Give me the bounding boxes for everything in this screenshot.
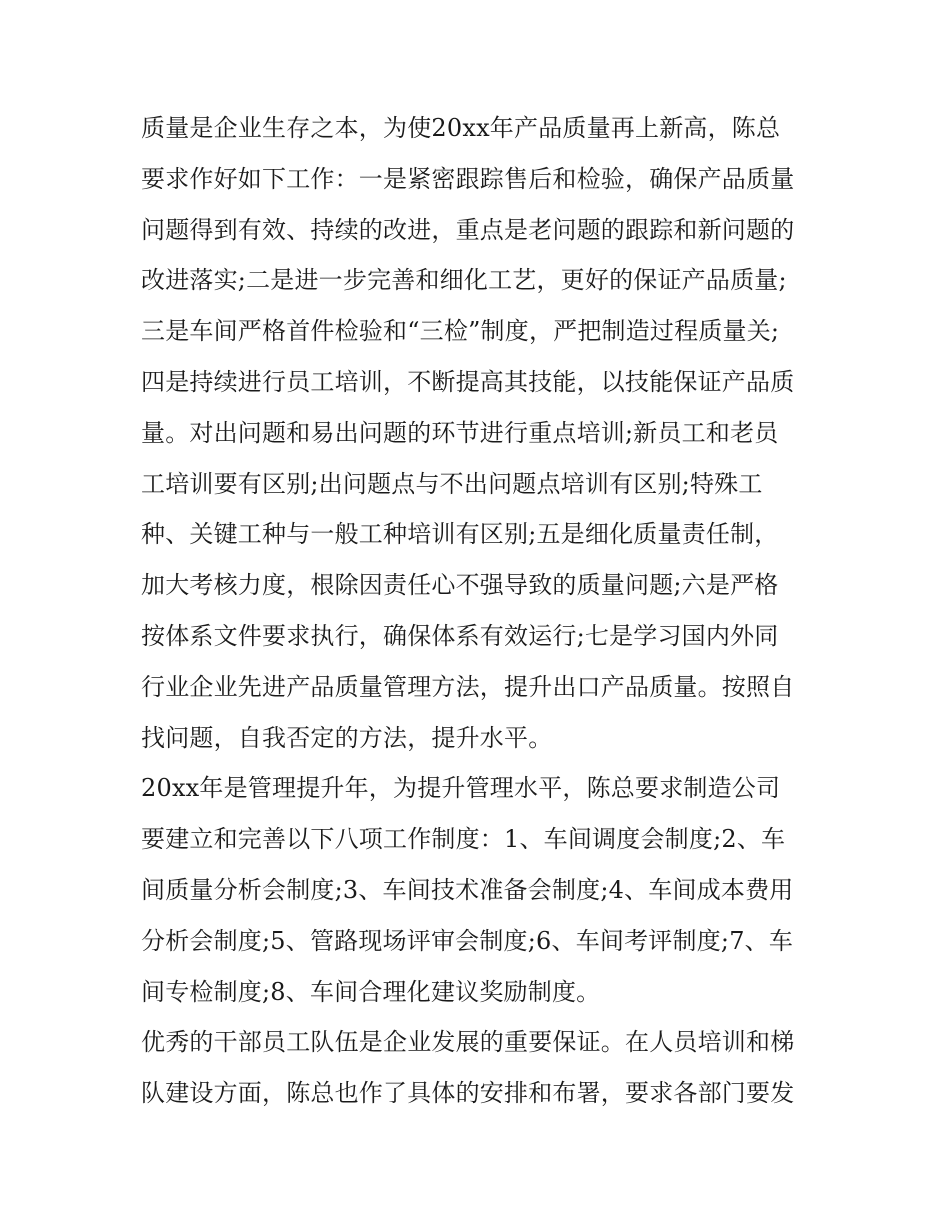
text-line: 质量是企业生存之本，为使20xx年产品质量再上新高，陈总: [141, 114, 781, 142]
text-line: 问题得到有效、持续的改进，重点是老问题的跟踪和新问题的: [141, 215, 795, 244]
text-line: 间质量分析会制度;3、车间技术准备会制度;4、车间成本费用: [141, 875, 794, 904]
text-line: 种、关键工种与一般工种培训有区别;五是细化质量责任制，: [141, 520, 779, 549]
text-line: 四是持续进行员工培训，不断提高其技能，以技能保证产品质: [141, 367, 795, 396]
text-line: 要建立和完善以下八项工作制度：1、车间调度会制度;2、车: [141, 825, 786, 854]
text-line: 行业企业先进产品质量管理方法，提升出口产品质量。按照自: [141, 672, 795, 701]
text-line: 20xx年是管理提升年，为提升管理水平，陈总要求制造公司: [141, 774, 781, 803]
document-body: [141, 110, 813, 1126]
text-line: 间专检制度;8、车间合理化建议奖励制度。: [141, 977, 601, 1006]
text-line: 要求作好如下工作：一是紧密跟踪售后和检验，确保产品质量: [141, 164, 795, 193]
text-line: 三是车间严格首件检验和“三检”制度，严把制造过程质量关;: [141, 317, 780, 346]
text-line: 改进落实;二是进一步完善和细化工艺，更好的保证产品质量;: [141, 266, 787, 295]
text-line: 工培训要有区别;出问题点与不出问题点培训有区别;特殊工: [141, 469, 763, 498]
text-line: 队建设方面，陈总也作了具体的安排和布署，要求各部门要发: [141, 1079, 795, 1108]
text-line: 按体系文件要求执行，确保体系有效运行;七是学习国内外同: [141, 621, 779, 650]
text-line: 分析会制度;5、管路现场评审会制度;6、车间考评制度;7、车: [141, 926, 794, 955]
text-line: 量。对出问题和易出问题的环节进行重点培训;新员工和老员: [141, 418, 779, 447]
text-line: 找问题，自我否定的方法，提升水平。: [141, 723, 553, 752]
text-line: 优秀的干部员工队伍是企业发展的重要保证。在人员培训和梯: [141, 1028, 795, 1057]
text-line: 加大考核力度，根除因责任心不强导致的质量问题;六是严格: [141, 571, 779, 600]
